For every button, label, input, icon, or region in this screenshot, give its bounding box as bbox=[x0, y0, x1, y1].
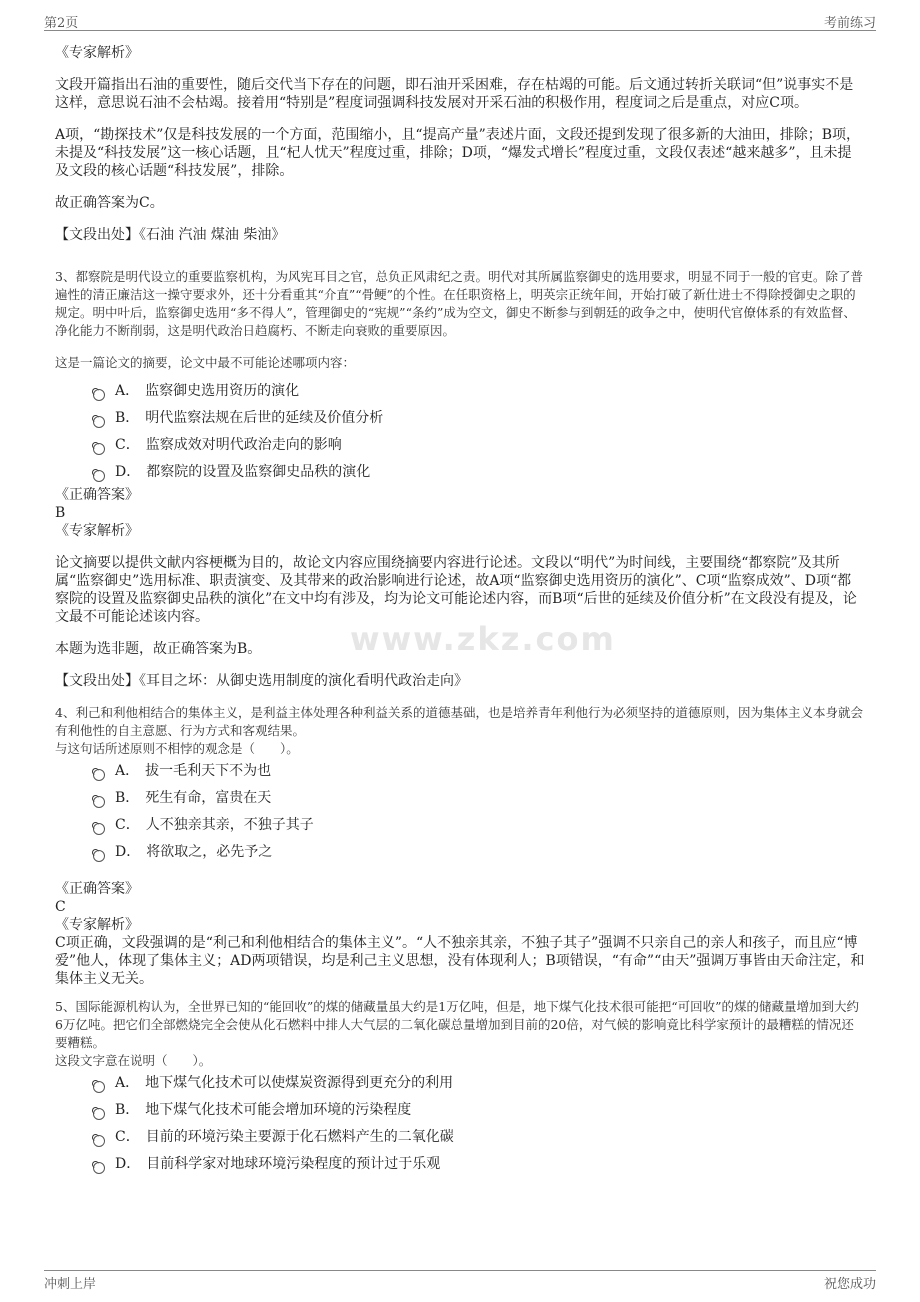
option-b[interactable]: B． 地下煤气化技术可能会增加环境的污染程度 bbox=[93, 1097, 865, 1124]
answer-conclusion: 故正确答案为C。 bbox=[55, 195, 164, 211]
question-3-prompt: 这是一篇论文的摘要，论文中最不可能论述哪项内容： bbox=[55, 355, 356, 370]
radio-icon[interactable] bbox=[93, 1081, 105, 1093]
expert-analysis-heading: 《专家解析》 bbox=[55, 917, 139, 933]
radio-icon[interactable] bbox=[93, 850, 105, 862]
question-3-stem: 3、都察院是明代设立的重要监察机构，为风宪耳目之官，总负正风肃纪之责。明代对其所属监察御史的选用要求，明显不同于一般的官吏。除了普遍性的清正廉洁这一操守要求外，还十分看重其“介直”“骨鲠”的个性。在任职资格上，明英宗正统年间，开始打破了新仕进士不得除授御史之职的规定。明中叶后，监察御史选用“多不得人”，管理御史的“宪规”“条约”成为空文，御史不断参与到朝廷的政争之中，使明代官僚体系的有效监督、净化能力不断削弱，这是明代政治日趋腐朽、不断走向衰败的重要原因。 bbox=[55, 269, 863, 338]
option-d[interactable]: D． 目前科学家对地球环境污染程度的预计过于乐观 bbox=[93, 1151, 865, 1178]
question-4-prompt: 与这句话所述原则不相悖的观念是（ ）。 bbox=[55, 741, 299, 756]
analysis-paragraph: 文段开篇指出石油的重要性，随后交代当下存在的问题，即石油开采困难，存在枯竭的可能。后文通过转折关联词“但”说事实不是这样，意思说石油不会枯竭。接着用“特别是”程度词强调科技发展对开采石油的积极作用，程度词之后是重点，对应C项。 bbox=[55, 77, 854, 111]
question-4-options bbox=[93, 758, 865, 866]
question-4-stem: 4、利己和利他相结合的集体主义，是利益主体处理各种利益关系的道德基础，也是培养青年利他行为必须坚持的道德原则，因为集体主义本身就会有利他性的自主意愿、行为方式和客观结果。 bbox=[55, 705, 863, 738]
analysis-paragraph: C项正确，文段强调的是“利己和利他相结合的集体主义”。“人不独亲其亲，不独子其子”强调不只亲自己的亲人和孩子，而且应“博爱”他人，体现了集体主义；AD两项错误，均是利己主义思想，没有体现利人；B项错误，“有命”“由天”强调万事皆由天命注定，和集体主义无关。 bbox=[55, 935, 865, 987]
correct-answer-heading: 《正确答案》 bbox=[55, 487, 139, 503]
correct-answer-heading: 《正确答案》 bbox=[55, 881, 139, 897]
option-b[interactable]: B． 明代监察法规在后世的延续及价值分析 bbox=[93, 405, 865, 432]
radio-icon[interactable] bbox=[93, 389, 105, 401]
analysis-paragraph: 论文摘要以提供文献内容梗概为目的，故论文内容应围绕摘要内容进行论述。文段以“明代”为时间线，主要围绕“都察院”及其所属“监察御史”选用标准、职责演变、及其带来的政治影响进行论述，故A项“监察御史选用资历的演化”、C项“监察成效”、D项“都察院的设置及监察御史品秩的演化”在文中均有涉及，均为论文可能论述内容，而B项“后世的延续及价值分析”在文段没有提及，论文最不可能论述该内容。 bbox=[55, 555, 857, 625]
radio-icon[interactable] bbox=[93, 823, 105, 835]
radio-icon[interactable] bbox=[93, 1162, 105, 1174]
correct-answer: B bbox=[55, 505, 66, 521]
expert-analysis-heading: 《专家解析》 bbox=[55, 45, 139, 61]
expert-analysis-heading: 《专家解析》 bbox=[55, 523, 139, 539]
radio-icon[interactable] bbox=[93, 1108, 105, 1120]
option-c[interactable]: C． 人不独亲其亲，不独子其子 bbox=[93, 812, 865, 839]
header-title: 考前练习 bbox=[823, 16, 876, 31]
analysis-paragraph: A项，“勘探技术”仅是科技发展的一个方面，范围缩小，且“提高产量”表述片面，文段还提到发现了很多新的大油田，排除；B项，未提及“科技发展”这一核心话题，且“杞人忧天”程度过重，排除；D项，“爆发式增长”程度过重，文段仅表述“越来越多”，且未提及文段的核心话题“科技发展”，排除。 bbox=[55, 127, 861, 179]
correct-answer: C bbox=[55, 899, 66, 915]
question-5-prompt: 这段文字意在说明（ ）。 bbox=[55, 1053, 212, 1068]
radio-icon[interactable] bbox=[93, 443, 105, 455]
radio-icon[interactable] bbox=[93, 1135, 105, 1147]
option-b[interactable]: B． 死生有命，富贵在天 bbox=[93, 785, 865, 812]
radio-icon[interactable] bbox=[93, 796, 105, 808]
source-citation: 【文段出处】《石油 汽油 煤油 柴油》 bbox=[55, 227, 286, 243]
watermark: www.zkz.com bbox=[350, 620, 616, 658]
option-c[interactable]: C． 监察成效对明代政治走向的影响 bbox=[93, 432, 865, 459]
radio-icon[interactable] bbox=[93, 470, 105, 482]
radio-icon[interactable] bbox=[93, 416, 105, 428]
question-3-options bbox=[93, 378, 865, 486]
page-header bbox=[44, 12, 876, 31]
option-d[interactable]: D． 将欲取之，必先予之 bbox=[93, 839, 865, 866]
option-c[interactable]: C． 目前的环境污染主要源于化石燃料产生的二氧化碳 bbox=[93, 1124, 865, 1151]
document-body bbox=[55, 44, 865, 1178]
source-citation: 【文段出处】《耳目之坏：从御史选用制度的演化看明代政治走向》 bbox=[55, 673, 468, 689]
option-a[interactable]: A． 地下煤气化技术可以使煤炭资源得到更充分的利用 bbox=[93, 1070, 865, 1097]
footer-left-text: 冲刺上岸 bbox=[44, 1277, 97, 1292]
page-footer bbox=[44, 1270, 876, 1293]
answer-conclusion: 本题为选非题，故正确答案为B。 bbox=[55, 641, 262, 657]
question-5-stem: 5、国际能源机构认为，全世界已知的“能回收”的煤的储藏量虽大约是1万亿吨，但是，地下煤气化技术很可能把“可回收”的煤的储藏量增加到大约6万亿吨。把它们全部燃烧完全会使从化石燃料中排人大气层的二氧化碳总量增加到目前的20倍，对气候的影响竟比科学家预计的最糟糕的情况还要糟糕。 bbox=[55, 999, 859, 1050]
page-number: 第2页 bbox=[44, 16, 79, 31]
radio-icon[interactable] bbox=[93, 769, 105, 781]
option-a[interactable]: A． 监察御史选用资历的演化 bbox=[93, 378, 865, 405]
option-d[interactable]: D． 都察院的设置及监察御史品秩的演化 bbox=[93, 459, 865, 486]
question-5-options bbox=[93, 1070, 865, 1178]
option-a[interactable]: A． 拔一毛利天下不为也 bbox=[93, 758, 865, 785]
footer-right-text: 祝您成功 bbox=[823, 1277, 876, 1292]
